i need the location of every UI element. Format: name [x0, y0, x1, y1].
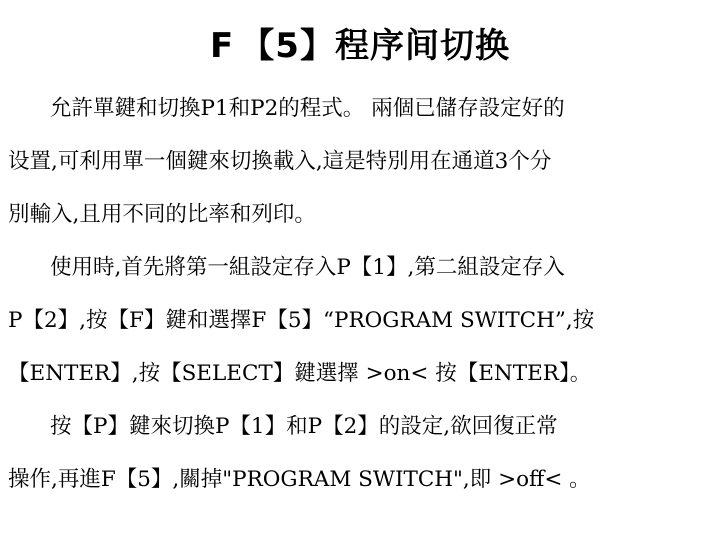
slide-title: [0, 18, 720, 67]
body-text: [8, 82, 712, 506]
paragraph-2-line-3: 【ENTER】,按【SELECT】鍵選擇 >on< 按【ENTER】。: [8, 361, 592, 386]
title-text: 【5】程序间切换: [240, 26, 510, 66]
paragraph-1-line-3: 別輸入,且用不同的比率和列印。: [8, 202, 316, 227]
paragraph-1-line-1: 允許單鍵和切換P1和P2的程式。 兩個已儲存設定好的: [50, 96, 565, 121]
paragraph-2-line-1: 使用時,首先將第一組設定存入P【1】,第二組設定存入: [50, 255, 565, 280]
paragraph-3-line-2: 操作,再進F【5】,關掉"PROGRAM SWITCH",即 >off< 。: [8, 467, 591, 492]
paragraph-3-line-1: 按【P】鍵來切換P【1】和P【2】的設定,欲回復正常: [50, 414, 558, 439]
paragraph-1-line-2: 设置,可利用單一個鍵來切換載入,這是特別用在通道3个分: [8, 149, 552, 174]
title-prefix: F: [210, 26, 235, 66]
paragraph-2-line-2: P【2】,按【F】鍵和選擇F【5】“PROGRAM SWITCH”,按: [8, 308, 595, 333]
